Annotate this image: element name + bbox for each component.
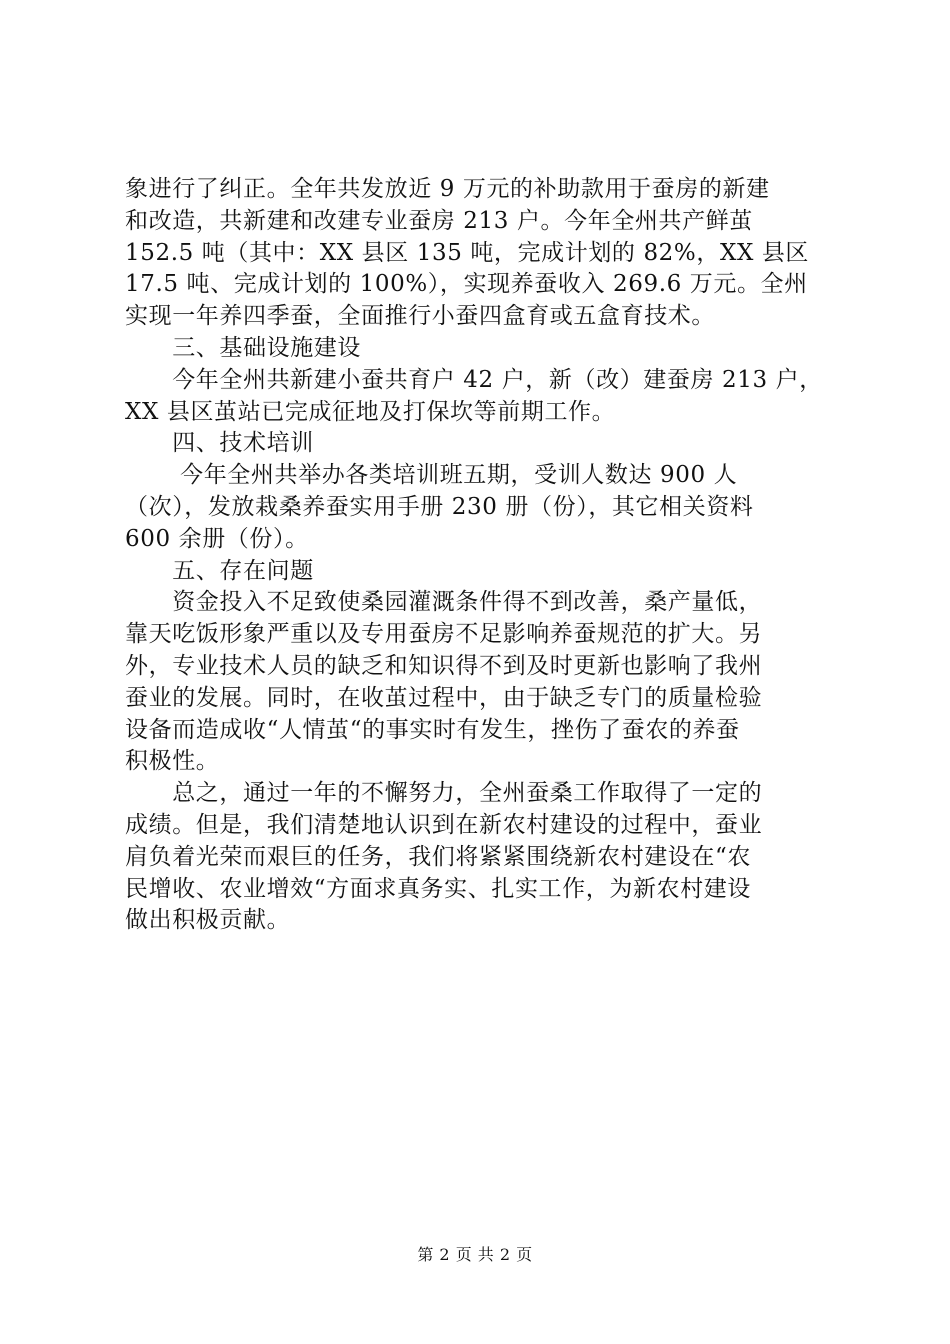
text-line: 成绩。但是，我们清楚地认识到在新农村建设的过程中，蚕业: [125, 811, 763, 838]
text-line: 靠天吃饭形象严重以及专用蚕房不足影响养蚕规范的扩大。另: [125, 621, 763, 648]
text-line: 和改造，共新建和改建专业蚕房 213 户。今年全州共产鲜茧: [125, 207, 753, 234]
section-heading-training: 四、技术培训: [125, 430, 314, 457]
text-line: XX 县区茧站已完成征地及打保坎等前期工作。: [125, 398, 616, 425]
section-heading-infrastructure: 三、基础设施建设: [125, 334, 361, 361]
text-line: 肩负着光荣而艰巨的任务，我们将紧紧围绕新农村建设在“农: [125, 843, 751, 870]
text-line: 蚕业的发展。同时，在收茧过程中，由于缺乏专门的质量检验: [125, 684, 763, 711]
text-line: 象进行了纠正。全年共发放近 9 万元的补助款用于蚕房的新建: [125, 176, 770, 202]
text-line: 积极性。: [125, 748, 220, 775]
text-line: 152.5 吨（其中：XX 县区 135 吨，完成计划的 82%，XX 县区: [125, 239, 810, 266]
page-footer: 第 2 页 共 2 页: [417, 1245, 533, 1264]
text-line: 实现一年养四季蚕，全面推行小蚕四盒育或五盒育技术。: [125, 303, 715, 330]
text-line: 今年全州共新建小蚕共育户 42 户，新（改）建蚕房 213 户，: [125, 366, 823, 393]
text-line: 资金投入不足致使桑园灌溉条件得不到改善，桑产量低，: [125, 589, 763, 616]
text-line: 民增收、农业增效“方面求真务实、扎实工作，为新农村建设: [125, 875, 751, 902]
text-line: 17.5 吨、完成计划的 100%），实现养蚕收入 269.6 万元。全州: [125, 271, 808, 298]
text-line: 600 余册（份）。: [125, 525, 309, 552]
document-body: [125, 174, 835, 937]
text-line: 总之，通过一年的不懈努力，全州蚕桑工作取得了一定的: [125, 780, 763, 807]
text-line: 外，专业技术人员的缺乏和知识得不到及时更新也影响了我州: [125, 652, 763, 679]
text-line: 做出积极贡献。: [125, 907, 291, 934]
text-line: （次），发放栽桑养蚕实用手册 230 册（份），其它相关资料: [125, 493, 754, 520]
section-heading-problems: 五、存在问题: [125, 557, 314, 584]
text-line: 设备而造成收“人情茧“的事实时有发生，挫伤了蚕农的养蚕: [125, 716, 740, 743]
text-line: 今年全州共举办各类培训班五期，受训人数达 900 人: [125, 462, 738, 489]
